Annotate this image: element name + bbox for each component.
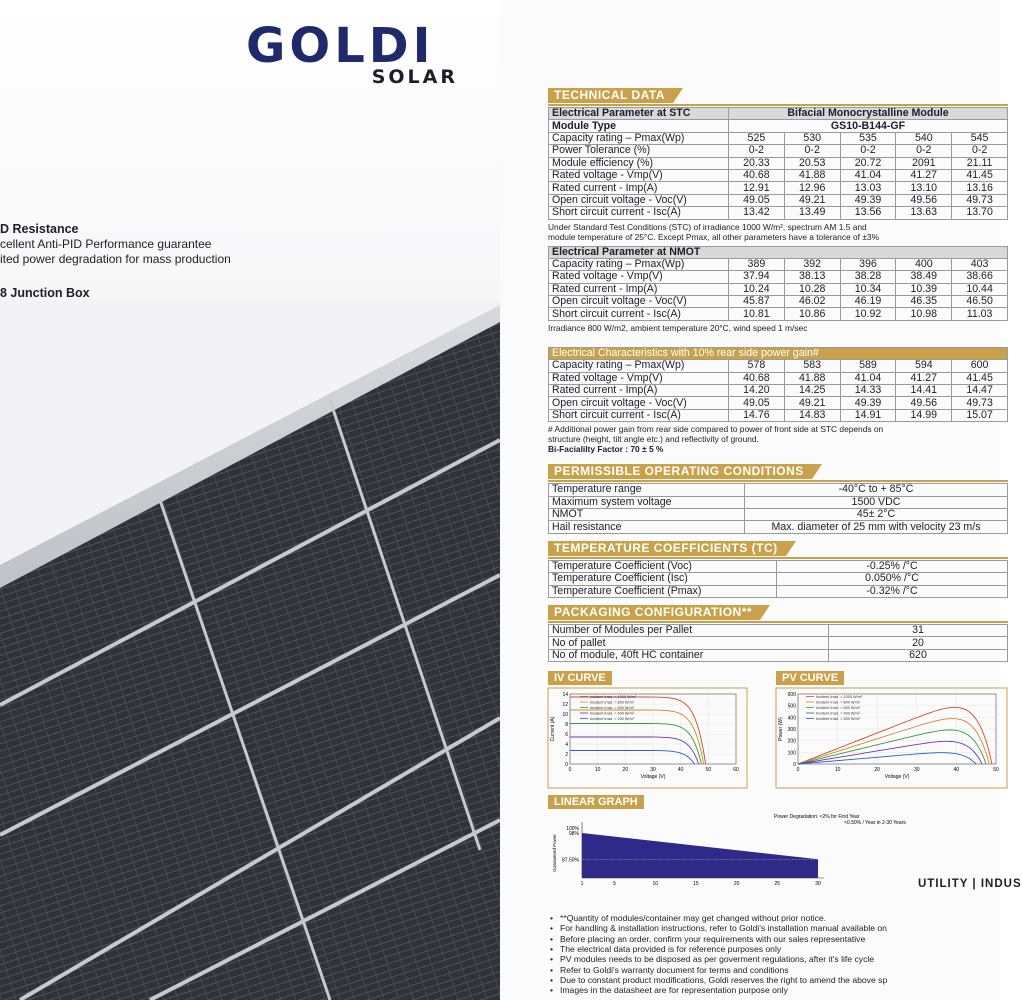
row-label: Rated current - Imp(A) <box>549 385 729 397</box>
row-label: No of pallet <box>549 637 829 649</box>
y-axis-label: Power (W) <box>778 717 784 741</box>
row-value: 589 <box>840 360 896 372</box>
row-value: 46.02 <box>784 296 840 308</box>
table-row <box>549 283 1008 295</box>
row-label: Rated current - Imp(A) <box>549 283 729 295</box>
section-title: PERMISSIBLE OPERATING CONDITIONS <box>548 464 812 479</box>
row-value: 41.04 <box>840 169 896 181</box>
row-value: 13.16 <box>952 182 1008 194</box>
row-value: -40°C to + 85°C <box>745 484 1008 496</box>
operating-section <box>548 462 1008 534</box>
row-value: 14.41 <box>896 385 952 397</box>
x-tick-label: 10 <box>652 881 659 888</box>
table-row <box>549 521 1008 533</box>
nmot-note: Irradiance 800 W/m2, ambient temperature 20°C, wind speed 1 m/sec <box>548 322 808 333</box>
row-value: 14.76 <box>729 409 785 421</box>
row-value: 41.04 <box>840 372 896 384</box>
row-label: Temperature Coefficient (Pmax) <box>549 585 777 597</box>
y-tick-label: 4 <box>565 742 568 749</box>
rear-note <box>548 424 1008 454</box>
product-image-panel <box>0 0 500 1000</box>
y-tick-label: 6 <box>565 732 568 739</box>
row-value: 49.73 <box>952 194 1008 206</box>
nmot-rows <box>549 258 1008 320</box>
row-value: 49.56 <box>896 397 952 409</box>
row-value: 10.81 <box>729 308 785 320</box>
row-label: Module efficiency (%) <box>549 157 729 169</box>
row-value: 41.27 <box>896 169 952 181</box>
chart-title: IV CURVE <box>548 671 612 685</box>
iv-curve-chart <box>548 686 748 790</box>
row-label: Number of Modules per Pallet <box>549 624 829 636</box>
row-value: 49.21 <box>784 397 840 409</box>
legend-entry: Incident Irrad. = 200 W/m² <box>816 717 860 722</box>
series-line <box>570 751 695 765</box>
rear-rows <box>549 360 1008 422</box>
row-value: 37.94 <box>729 271 785 283</box>
footnote-item: • PV modules needs to be disposed as per goverment regulations, after it's life cycle <box>550 954 1008 964</box>
technical-data-section <box>548 86 1008 454</box>
row-label: Capacity rating – Pmax(Wp) <box>549 258 729 270</box>
row-value: 49.39 <box>840 194 896 206</box>
x-tick-label: 40 <box>677 767 684 774</box>
row-value: 14.47 <box>952 385 1008 397</box>
x-tick-label: 50 <box>993 767 999 774</box>
row-value: 20 <box>829 637 1008 649</box>
row-value: 583 <box>784 360 840 372</box>
row-value: 40.68 <box>729 372 785 384</box>
y-tick-label: 98% <box>568 831 579 838</box>
row-value: 10.28 <box>784 283 840 295</box>
legend-entry: Incident Irrad. = 200 W/m² <box>590 717 634 722</box>
row-value: 40.68 <box>729 169 785 181</box>
row-value: 10.24 <box>729 283 785 295</box>
packaging-table <box>548 624 1008 662</box>
row-label: Temperature Coefficient (Voc) <box>549 560 777 572</box>
annotation: <0.50% / Year in 2-30 Years <box>844 820 906 827</box>
row-value: 12.91 <box>729 182 785 194</box>
row-label: Hail resistance <box>549 521 745 533</box>
table-row <box>549 271 1008 283</box>
row-value: 20.53 <box>784 157 840 169</box>
row-value: 0.050% /°C <box>777 573 1008 585</box>
x-tick-label: 0 <box>796 767 800 774</box>
section-title: PACKAGING CONFIGURATION** <box>548 605 760 620</box>
footnotes <box>548 913 1008 995</box>
y-tick-label: 0 <box>793 762 796 769</box>
row-value: 38.49 <box>896 271 952 283</box>
row-value: 13.10 <box>896 182 952 194</box>
feature-title: D Resistance <box>0 222 79 236</box>
row-label: Rated voltage - Vmp(V) <box>549 271 729 283</box>
y-axis-label: Current (A) <box>550 716 556 742</box>
row-value: 400 <box>896 258 952 270</box>
y-axis-label: Guaranteed Power <box>552 834 557 872</box>
row-value: 49.56 <box>896 194 952 206</box>
operating-table <box>548 483 1008 534</box>
temperature-table <box>548 560 1008 598</box>
legend-entry: Incident Irrad. = 400 W/m² <box>590 711 634 716</box>
module-family: Bifacial Monocrystalline Module <box>729 108 1008 120</box>
row-value: 41.88 <box>784 169 840 181</box>
row-value: 13.49 <box>784 207 840 219</box>
row-value: 0-2 <box>896 145 952 157</box>
row-value: 41.88 <box>784 372 840 384</box>
row-value: 13.63 <box>896 207 952 219</box>
y-tick-label: 400 <box>787 715 796 722</box>
row-value: 525 <box>729 132 785 144</box>
y-tick-label: 200 <box>787 738 796 745</box>
x-tick-label: 60 <box>733 767 739 774</box>
table-row <box>549 258 1008 270</box>
table-row <box>549 573 1008 585</box>
row-value: 11.03 <box>952 308 1008 320</box>
row-value: 0-2 <box>952 145 1008 157</box>
y-tick-label: 300 <box>787 727 796 734</box>
module-type-label: Module Type <box>549 120 729 132</box>
row-value: 535 <box>840 132 896 144</box>
row-label: Rated current - Imp(A) <box>549 182 729 194</box>
legend-entry: Incident Irrad. = 800 W/m² <box>816 700 860 705</box>
row-value: 396 <box>840 258 896 270</box>
row-label: Rated voltage - Vmp(V) <box>549 169 729 181</box>
nmot-header: Electrical Parameter at NMOT <box>549 246 1008 258</box>
y-tick-label: 100 <box>787 750 796 757</box>
row-value: 600 <box>952 360 1008 372</box>
row-label: Capacity rating – Pmax(Wp) <box>549 132 729 144</box>
table-row <box>549 649 1008 661</box>
stc-rows <box>549 132 1008 219</box>
series-line <box>798 753 976 764</box>
row-value: 392 <box>784 258 840 270</box>
row-value: Max. diameter of 25 mm with velocity 23 m/s <box>745 521 1008 533</box>
section-title: TECHNICAL DATA <box>548 88 673 103</box>
feature-title: 8 Junction Box <box>0 286 90 300</box>
bifaciality-factor: Bi-Facialilty Factor : 70 ± 5 % <box>548 444 664 455</box>
x-tick-label: 0 <box>568 767 572 774</box>
note-line: structure (height, tilt angle etc.) and reflectivity of ground. <box>548 434 759 445</box>
y-tick-label: 12 <box>562 702 568 709</box>
table-row <box>549 637 1008 649</box>
table-row <box>549 496 1008 508</box>
row-value: 38.28 <box>840 271 896 283</box>
curves-section <box>548 668 1008 786</box>
row-value: 530 <box>784 132 840 144</box>
nmot-table <box>548 246 1008 321</box>
row-value: 10.34 <box>840 283 896 295</box>
y-tick-label: 2 <box>565 752 568 759</box>
x-tick-label: 30 <box>815 881 821 888</box>
row-label: No of module, 40ft HC container <box>549 649 829 661</box>
row-label: Temperature Coefficient (Isc) <box>549 573 777 585</box>
y-tick-label: 14 <box>562 692 568 699</box>
row-label: NMOT <box>549 508 745 520</box>
row-value: 10.44 <box>952 283 1008 295</box>
table-row <box>549 308 1008 320</box>
row-label: Open circuit voltage - Voc(V) <box>549 194 729 206</box>
table-row <box>549 624 1008 636</box>
footnote-item: • Refer to Goldi's warranty document for terms and conditions <box>550 965 1008 975</box>
solar-panel-illustration <box>0 300 500 1000</box>
x-tick-label: 1 <box>580 881 584 888</box>
row-value: 20.33 <box>729 157 785 169</box>
pv-curve-chart <box>776 686 1008 790</box>
row-label: Rated voltage - Vmp(V) <box>549 372 729 384</box>
legend-entry: Incident Irrad. = 1000 W/m² <box>590 695 637 700</box>
iv-curve <box>548 668 748 795</box>
row-value: 389 <box>729 258 785 270</box>
table-row <box>549 409 1008 421</box>
legend-entry: Incident Irrad. = 600 W/m² <box>816 706 860 711</box>
row-value: 620 <box>829 649 1008 661</box>
brand-logo <box>246 18 466 94</box>
row-value: 38.66 <box>952 271 1008 283</box>
row-value: 403 <box>952 258 1008 270</box>
row-label: Temperature range <box>549 484 745 496</box>
row-value: 41.45 <box>952 169 1008 181</box>
x-axis-label: Voltage (V) <box>884 774 910 781</box>
feature-pid <box>0 222 231 267</box>
y-tick-label: 87.50% <box>562 857 579 864</box>
table-row <box>549 372 1008 384</box>
row-value: 13.56 <box>840 207 896 219</box>
row-value: 10.92 <box>840 308 896 320</box>
x-axis-label: Voltage (V) <box>640 774 666 781</box>
row-value: 13.42 <box>729 207 785 219</box>
chart-title: LINEAR GRAPH <box>548 795 644 809</box>
row-value: -0.32% /°C <box>777 585 1008 597</box>
row-value: 2091 <box>896 157 952 169</box>
brand-sub: SOLAR <box>371 66 458 88</box>
table-row <box>549 157 1008 169</box>
footnote-item: • For handling & installation instructions, refer to Goldi's installation manual available on <box>550 923 1008 933</box>
row-label: Short circuit current - Isc(A) <box>549 409 729 421</box>
row-value: 45± 2°C <box>745 508 1008 520</box>
note-line: Under Standard Test Conditions (STC) of irradiance 1000 W/m², spectrum AM 1.5 and <box>548 221 867 232</box>
row-value: 49.21 <box>784 194 840 206</box>
row-value: 49.05 <box>729 194 785 206</box>
table-row <box>549 585 1008 597</box>
legend-entry: Incident Irrad. = 1000 W/m² <box>816 695 863 700</box>
x-tick-label: 5 <box>613 881 616 888</box>
y-tick-label: 100% <box>566 826 579 833</box>
degradation-area <box>582 833 818 878</box>
row-value: 10.98 <box>896 308 952 320</box>
footnote-item: • **Quantity of modules/container may get changed without prior notice. <box>550 913 1008 923</box>
x-tick-label: 30 <box>650 767 656 774</box>
stc-header: Electrical Parameter at STC <box>549 108 729 120</box>
row-value: 49.73 <box>952 397 1008 409</box>
row-value: 21.11 <box>952 157 1008 169</box>
table-row <box>549 397 1008 409</box>
row-label: Power Tolerance (%) <box>549 145 729 157</box>
datasheet-panel <box>500 0 1022 1000</box>
x-tick-label: 20 <box>733 881 740 888</box>
table-row <box>549 207 1008 219</box>
row-value: 10.39 <box>896 283 952 295</box>
row-value: 13.70 <box>952 207 1008 219</box>
row-value: 10.86 <box>784 308 840 320</box>
stc-note <box>548 222 1008 242</box>
temperature-section <box>548 539 1008 598</box>
row-label: Short circuit current - Isc(A) <box>549 207 729 219</box>
row-value: 45.87 <box>729 296 785 308</box>
row-value: 46.50 <box>952 296 1008 308</box>
feature-line: cellent Anti-PID Performance guarantee <box>0 237 212 251</box>
y-tick-label: 0 <box>565 762 568 769</box>
note-line: # Additional power gain from rear side compared to power of front side at STC depends on <box>548 424 884 435</box>
row-value: -0.25% /°C <box>777 560 1008 572</box>
row-value: 578 <box>729 360 785 372</box>
x-tick-label: 15 <box>693 881 699 888</box>
footnote-item: • Due to constant product modifications, Goldi reserves the right to amend the above sp <box>550 975 1008 985</box>
feature-line: ited power degradation for mass production <box>0 252 231 266</box>
row-value: 1500 VDC <box>745 496 1008 508</box>
rear-gain-table <box>548 347 1008 422</box>
x-tick-label: 50 <box>705 767 712 774</box>
brand-name: GOLDI <box>246 18 435 74</box>
utility-label: UTILITY | INDUS <box>918 878 1022 891</box>
table-row <box>549 296 1008 308</box>
module-type: GS10-B144-GF <box>729 120 1008 132</box>
table-row <box>549 145 1008 157</box>
row-value: 545 <box>952 132 1008 144</box>
row-label: Open circuit voltage - Voc(V) <box>549 296 729 308</box>
y-tick-label: 600 <box>787 692 796 699</box>
y-tick-label: 10 <box>562 712 568 719</box>
x-tick-label: 20 <box>874 767 880 774</box>
row-value: 14.25 <box>784 385 840 397</box>
packaging-section <box>548 603 1008 662</box>
x-tick-label: 30 <box>914 767 920 774</box>
row-value: 540 <box>896 132 952 144</box>
row-value: 46.35 <box>896 296 952 308</box>
row-value: 20.72 <box>840 157 896 169</box>
row-value: 14.33 <box>840 385 896 397</box>
row-label: Open circuit voltage - Voc(V) <box>549 397 729 409</box>
row-value: 14.83 <box>784 409 840 421</box>
legend-entry: Incident Irrad. = 600 W/m² <box>590 706 634 711</box>
row-value: 31 <box>829 624 1008 636</box>
row-value: 14.99 <box>896 409 952 421</box>
section-title: TEMPERATURE COEFFICIENTS (TC) <box>548 541 786 556</box>
row-label: Maximum system voltage <box>549 496 745 508</box>
row-value: 0-2 <box>840 145 896 157</box>
row-value: 41.27 <box>896 372 952 384</box>
annotation: Power Degradation: <2% for First Year <box>774 814 860 821</box>
row-value: 14.91 <box>840 409 896 421</box>
table-row <box>549 484 1008 496</box>
row-value: 49.39 <box>840 397 896 409</box>
note-line: module temperature of 25°C. Except Pmax, all other parameters have a tolerance of ±3% <box>548 231 880 242</box>
footnote-item: • Before placing an order, confirm your requirements with our sales representative <box>550 934 1008 944</box>
series-line <box>798 741 982 764</box>
row-value: 12.96 <box>784 182 840 194</box>
row-value: 41.45 <box>952 372 1008 384</box>
x-tick-label: 20 <box>622 767 629 774</box>
linear-graph-section <box>548 792 1022 891</box>
x-tick-label: 25 <box>774 881 781 888</box>
y-tick-label: 500 <box>787 703 796 710</box>
table-row <box>549 360 1008 372</box>
table-row <box>549 385 1008 397</box>
row-value: 14.20 <box>729 385 785 397</box>
x-tick-label: 40 <box>953 767 960 774</box>
row-value: 46.19 <box>840 296 896 308</box>
footnote-item: • Images in the datasheet are for representation purpose only <box>550 985 1008 995</box>
pv-curve <box>776 668 1008 795</box>
stc-table <box>548 107 1008 220</box>
footnote-item: • The electrical data provided is for reference purposes only <box>550 944 1008 954</box>
rear-header: Electrical Characteristics with 10% rear side power gain# <box>549 347 1008 359</box>
table-row <box>549 194 1008 206</box>
row-value: 0-2 <box>784 145 840 157</box>
y-tick-label: 8 <box>565 722 568 729</box>
x-tick-label: 10 <box>594 767 601 774</box>
legend-entry: Incident Irrad. = 800 W/m² <box>590 700 634 705</box>
row-value: 49.05 <box>729 397 785 409</box>
legend-entry: Incident Irrad. = 400 W/m² <box>816 711 860 716</box>
x-tick-label: 10 <box>834 767 841 774</box>
row-value: 0-2 <box>729 145 785 157</box>
row-value: 15.07 <box>952 409 1008 421</box>
table-row <box>549 169 1008 181</box>
row-value: 38.13 <box>784 271 840 283</box>
row-label: Short circuit current - Isc(A) <box>549 308 729 320</box>
row-label: Capacity rating – Pmax(Wp) <box>549 360 729 372</box>
table-row <box>549 182 1008 194</box>
table-row <box>549 560 1008 572</box>
row-value: 13.03 <box>840 182 896 194</box>
table-row <box>549 508 1008 520</box>
row-value: 594 <box>896 360 952 372</box>
table-row <box>549 132 1008 144</box>
chart-title: PV CURVE <box>776 671 844 685</box>
